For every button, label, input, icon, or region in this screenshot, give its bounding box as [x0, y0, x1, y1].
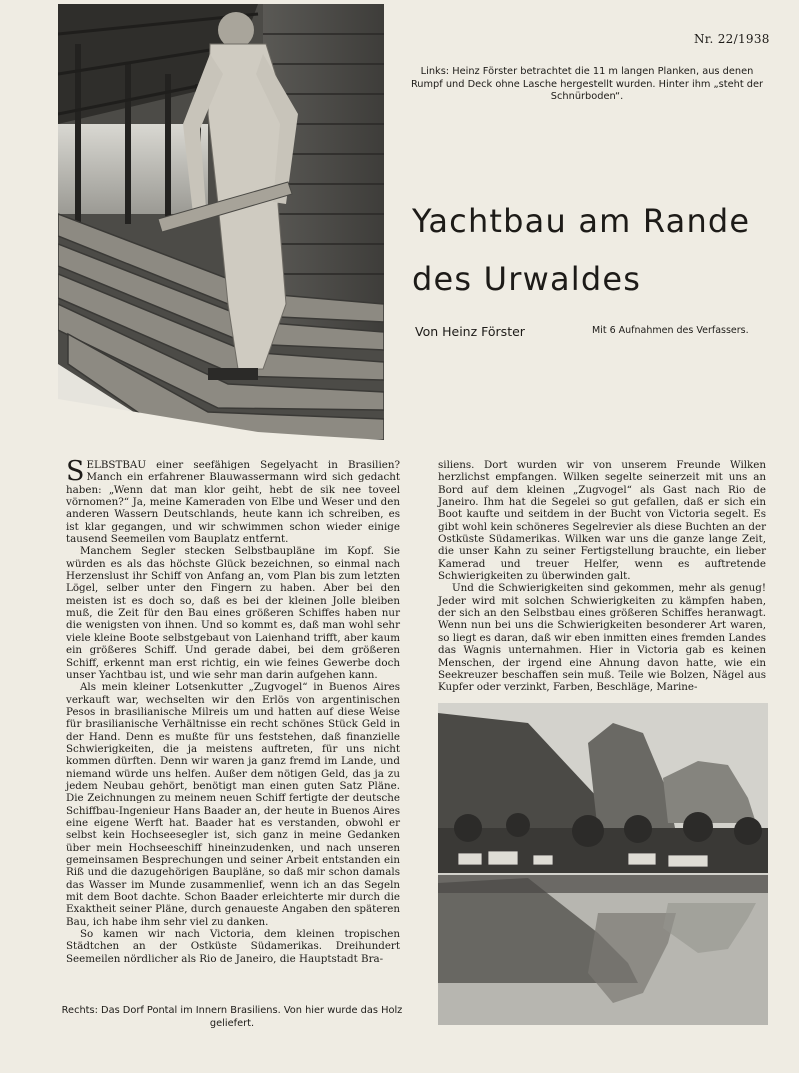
drop-cap: S: [66, 456, 85, 487]
issue-number: Nr. 22/1938: [694, 32, 770, 46]
caption-bottom: Rechts: Das Dorf Pontal im Innern Brasiliens. Von hier wurde das Holz geliefert.: [61, 1005, 403, 1029]
headline-line-2: des Urwaldes: [412, 260, 642, 298]
photo-carpenter-planks: [58, 4, 384, 440]
article-column-right: [438, 459, 766, 694]
caption-top: Links: Heinz Förster betrachtet die 11 m langen Planken, aus denen Rumpf und Deck ohne Lasche hergestellt wurden. Hinter ihm „steht der Schnürboden“.: [410, 66, 764, 102]
byline: Von Heinz Förster: [415, 324, 525, 339]
paragraph-text: ELBSTBAU einer seefähigen Segelyacht in Brasilien? Manch ein erfahrener Blauwassermann wird sich gedacht haben: „Wenn dat man klor geiht, hebt de sik nee toveel vörnomen?“ Ja, meine Kameraden von Elbe und Weser und den anderen Wassern Deutschlands, heute kann ich schreiben, es ist klar gegangen, und wir schwimmen schon wieder einige tausend Seemeilen vom Bauplatz entfernt.: [66, 459, 400, 546]
paragraph: [66, 456, 400, 546]
article-column-left: [66, 456, 400, 965]
headline-line-1: Yachtbau am Rande: [412, 202, 751, 240]
headline: [412, 192, 792, 308]
paragraph: Und die Schwierigkeiten sind gekommen, mehr als genug! Jeder wird mit solchen Schwierigkeiten zu kämpfen haben, der sich an den Selbstbau eines größeren Schiffes heranwagt. Wenn nun bei uns die Schwierigkeiten besonderer Art waren, so liegt es daran, daß wir eben inmitten eines fremden Landes das Wagnis unternahmen. Hier in Victoria gab es keinen Menschen, der irgend eine Ahnung davon hatte, wie ein Seekreuzer beschaffen sein muß. Teile wie Bolzen, Nägel aus Kupfer oder verzinkt, Farben, Beschläge, Marine-: [438, 582, 766, 694]
paragraph: Als mein kleiner Lotsenkutter „Zugvogel“ in Buenos Aires verkauft war, wechselten wir den Erlös von argentinischen Pesos in brasilianische Milreis um und hatten auf diese Weise für brasilianische Verhältnisse ein recht schönes Stück Geld in der Hand. Denn es mußte für uns feststehen, daß finanzielle Schwierigkeiten, die ja meistens auftreten, für uns nicht kommen dürften. Denn wir waren ja ganz fremd im Lande, und niemand würde uns helfen. Außer dem nötigen Geld, das ja zu jedem Neubau gehört, benötigt man einen guten Satz Pläne. Die Zeichnungen zu meinem neuen Schiff fertigte der deutsche Schiffbau-Ingenieur Hans Baader an, der heute in Buenos Aires eine eigene Werft hat. Baader hat es verstanden, obwohl er selbst kein Hochseesegler ist, sich ganz in meine Gedanken über mein Hochseeschiff hineinzudenken, und nach unseren gemeinsamen Besprechungen und seiner Arbeit entstanden ein Riß und die dazugehörigen Baupläne, so daß mir schon damals das Wasser im Munde zusammenlief, wenn ich an das Segeln mit dem Boot dachte. Schon Baader erleichterte mir durch die Exaktheit seiner Pläne, durch genaueste Angaben den späteren Bau, ich habe ihm sehr viel zu danken.: [66, 681, 400, 928]
paragraph: So kamen wir nach Victoria, dem kleinen tropischen Städtchen an der Ostküste Südamerikas. Dreihundert Seemeilen nördlicher als Rio de Janeiro, die Hauptstadt Bra-: [66, 928, 400, 965]
photo-village-pontal: [438, 703, 768, 1025]
paragraph: siliens. Dort wurden wir von unserem Freunde Wilken herzlichst empfangen. Wilken segelte seinerzeit mit uns an Bord auf dem kleinen „Zugvogel“ als Gast nach Rio de Janeiro. Ihm hat die Segelei so gut gefallen, daß er sich ein Boot kaufte und seitdem in der Bucht von Victoria segelt. Es gibt wohl kein schöneres Segelrevier als diese Buchten an der Ostküste Südamerikas. Wilken war uns die ganze lange Zeit, die unser Kahn zu seiner Fertigstellung brauchte, ein lieber Kamerad und treuer Helfer, wenn es auftretende Schwierigkeiten zu überwinden galt.: [438, 459, 766, 583]
photo-credit: Mit 6 Aufnahmen des Verfassers.: [592, 325, 749, 336]
paragraph: Manchem Segler stecken Selbstbaupläne im Kopf. Sie würden es als das höchste Glück bezeichnen, so einmal nach Herzenslust ihr Schiff von Anfang an, vom Plan bis zum letzten Lögel, selber unter den Fingern zu haben. Aber bei den meisten ist es doch so, daß es bei der kleinen Jolle bleiben muß, die Zeit für den Bau eines größeren Schiffes haben nur die wenigsten von ihnen. Und so kommt es, daß man wohl sehr viele kleine Boote selbstgebaut von Laienhand trifft, aber kaum ein größeres Schiff. Und gerade dabei, bei dem größeren Schiff, erkennt man erst richtig, ein wie feines Gewerbe doch unser Yachtbau ist, und wie sehr man darin aufgehen kann.: [66, 545, 400, 681]
